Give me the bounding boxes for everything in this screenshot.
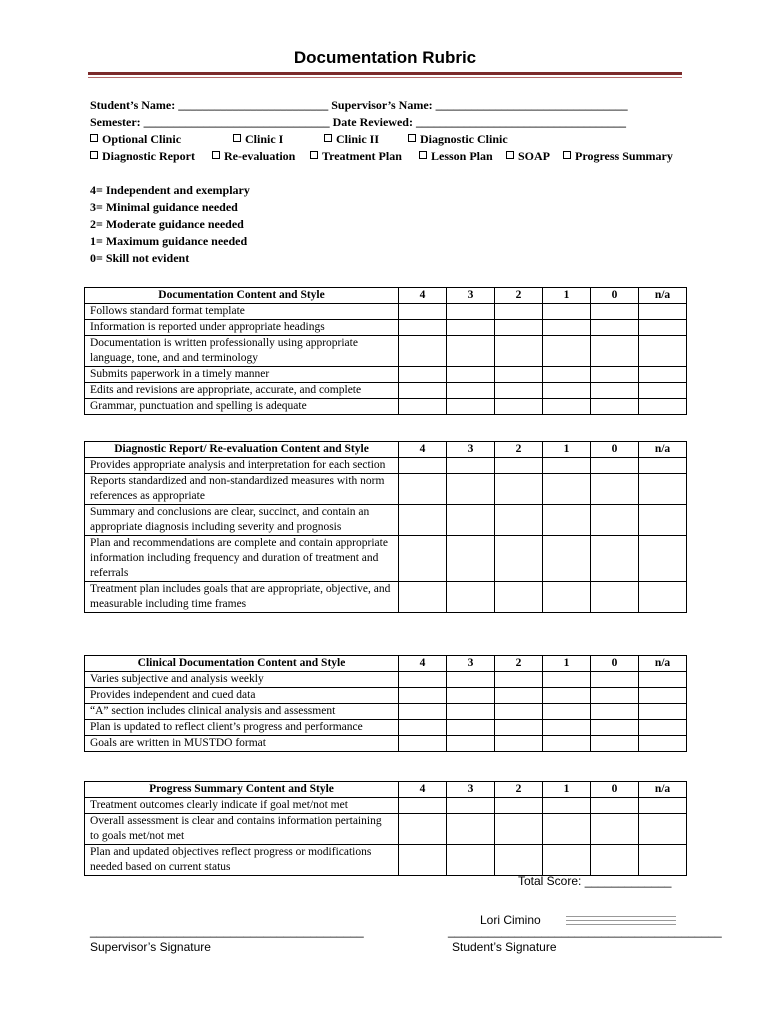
table-row bbox=[85, 399, 687, 415]
score-cell[interactable] bbox=[543, 582, 591, 613]
rubric-table-progress bbox=[84, 781, 687, 876]
table-row bbox=[85, 704, 687, 720]
checkbox-lesson-plan[interactable]: Lesson Plan bbox=[419, 149, 493, 164]
table-header-row bbox=[85, 288, 687, 304]
score-cell[interactable] bbox=[543, 688, 591, 704]
score-cell[interactable] bbox=[447, 688, 495, 704]
score-cell[interactable] bbox=[591, 720, 639, 736]
criterion-text: Plan and updated objectives reflect progress or modifications needed based on current status bbox=[85, 845, 399, 876]
score-cell[interactable] bbox=[639, 304, 687, 320]
criterion-text: Plan is updated to reflect client’s progress and performance bbox=[85, 720, 399, 736]
table-row bbox=[85, 383, 687, 399]
scale-item: 1= Maximum guidance needed bbox=[90, 234, 248, 248]
table-row bbox=[85, 505, 687, 536]
score-column-header: 1 bbox=[543, 288, 591, 304]
score-cell[interactable] bbox=[591, 367, 639, 383]
table-header-row bbox=[85, 442, 687, 458]
score-column-header: 2 bbox=[495, 656, 543, 672]
score-cell[interactable] bbox=[591, 736, 639, 752]
section-heading: Diagnostic Report/ Re-evaluation Content and Style bbox=[85, 442, 399, 458]
score-cell[interactable] bbox=[495, 720, 543, 736]
score-cell[interactable] bbox=[591, 536, 639, 582]
score-column-header: n/a bbox=[639, 442, 687, 458]
score-cell[interactable] bbox=[447, 845, 495, 876]
score-cell[interactable] bbox=[447, 704, 495, 720]
score-column-header: 4 bbox=[399, 656, 447, 672]
criterion-text: Overall assessment is clear and contains information pertaining to goals met/not met bbox=[85, 814, 399, 845]
score-cell[interactable] bbox=[447, 458, 495, 474]
table-row bbox=[85, 672, 687, 688]
score-cell[interactable] bbox=[495, 845, 543, 876]
page-title: Documentation Rubric bbox=[293, 48, 477, 67]
score-column-header: 2 bbox=[495, 782, 543, 798]
rating-scale bbox=[90, 182, 250, 267]
score-cell[interactable] bbox=[495, 367, 543, 383]
score-column-header: 0 bbox=[591, 782, 639, 798]
criterion-text: Follows standard format template bbox=[85, 304, 399, 320]
criterion-text: Varies subjective and analysis weekly bbox=[85, 672, 399, 688]
score-cell[interactable] bbox=[399, 399, 447, 415]
checkbox-treatment-plan[interactable]: Treatment Plan bbox=[310, 149, 402, 164]
criterion-text: Information is reported under appropriate headings bbox=[85, 320, 399, 336]
score-cell[interactable] bbox=[447, 304, 495, 320]
score-cell[interactable] bbox=[495, 704, 543, 720]
score-column-header: 3 bbox=[447, 656, 495, 672]
score-cell[interactable] bbox=[495, 304, 543, 320]
score-cell[interactable] bbox=[591, 814, 639, 845]
score-cell[interactable] bbox=[447, 798, 495, 814]
table-row bbox=[85, 367, 687, 383]
section-heading: Clinical Documentation Content and Style bbox=[85, 656, 399, 672]
score-column-header: 3 bbox=[447, 288, 495, 304]
table-header-row bbox=[85, 782, 687, 798]
table-row bbox=[85, 845, 687, 876]
score-cell[interactable] bbox=[495, 814, 543, 845]
score-cell[interactable] bbox=[495, 736, 543, 752]
criterion-text: Provides appropriate analysis and interpretation for each section bbox=[85, 458, 399, 474]
score-cell[interactable] bbox=[399, 704, 447, 720]
score-cell[interactable] bbox=[495, 458, 543, 474]
checkbox-re-evaluation[interactable]: Re-evaluation bbox=[212, 149, 295, 164]
table-row bbox=[85, 320, 687, 336]
table-row bbox=[85, 814, 687, 845]
score-cell[interactable] bbox=[495, 582, 543, 613]
score-column-header: 0 bbox=[591, 656, 639, 672]
score-cell[interactable] bbox=[543, 399, 591, 415]
score-cell[interactable] bbox=[591, 505, 639, 536]
score-cell[interactable] bbox=[399, 736, 447, 752]
score-column-header: 4 bbox=[399, 782, 447, 798]
total-score[interactable]: Total Score: _____________ bbox=[518, 874, 672, 888]
student-signature-line[interactable]: _________________________________________ bbox=[448, 924, 722, 938]
score-cell[interactable] bbox=[639, 336, 687, 367]
checkbox-diagnostic-report[interactable]: Diagnostic Report bbox=[90, 149, 195, 164]
header-line-names[interactable]: Student’s Name: _________________________ Supervisor’s Name: ________________________________ bbox=[90, 98, 628, 112]
score-cell[interactable] bbox=[447, 336, 495, 367]
score-cell[interactable] bbox=[543, 320, 591, 336]
score-cell[interactable] bbox=[399, 458, 447, 474]
checkbox-optional-clinic[interactable]: Optional Clinic bbox=[90, 132, 181, 147]
score-column-header: 3 bbox=[447, 442, 495, 458]
score-cell[interactable] bbox=[399, 304, 447, 320]
score-cell[interactable] bbox=[399, 320, 447, 336]
score-cell[interactable] bbox=[543, 736, 591, 752]
score-cell[interactable] bbox=[543, 536, 591, 582]
rubric-table-diagnostic bbox=[84, 441, 687, 613]
score-column-header: n/a bbox=[639, 656, 687, 672]
score-cell[interactable] bbox=[447, 320, 495, 336]
score-cell[interactable] bbox=[495, 336, 543, 367]
score-cell[interactable] bbox=[399, 505, 447, 536]
score-cell[interactable] bbox=[639, 720, 687, 736]
criterion-text: Submits paperwork in a timely manner bbox=[85, 367, 399, 383]
score-cell[interactable] bbox=[399, 720, 447, 736]
student-signed-name: Lori Cimino bbox=[480, 913, 541, 927]
score-cell[interactable] bbox=[591, 688, 639, 704]
score-cell[interactable] bbox=[447, 814, 495, 845]
score-cell[interactable] bbox=[639, 367, 687, 383]
criterion-text: Plan and recommendations are complete and contain appropriate information including frequency and duration of treatment and referrals bbox=[85, 536, 399, 582]
score-column-header: 0 bbox=[591, 442, 639, 458]
score-cell[interactable] bbox=[591, 304, 639, 320]
score-cell[interactable] bbox=[495, 320, 543, 336]
score-cell[interactable] bbox=[399, 814, 447, 845]
score-cell[interactable] bbox=[543, 672, 591, 688]
score-cell[interactable] bbox=[639, 474, 687, 505]
score-cell[interactable] bbox=[399, 688, 447, 704]
student-signature-label: Student’s Signature bbox=[452, 940, 557, 954]
score-cell[interactable] bbox=[591, 582, 639, 613]
table-row bbox=[85, 336, 687, 367]
criterion-text: Grammar, punctuation and spelling is adequate bbox=[85, 399, 399, 415]
score-cell[interactable] bbox=[399, 845, 447, 876]
checkbox-progress-summary[interactable]: Progress Summary bbox=[563, 149, 673, 164]
table-row bbox=[85, 720, 687, 736]
table-row bbox=[85, 474, 687, 505]
score-cell[interactable] bbox=[639, 505, 687, 536]
criterion-text: Goals are written in MUSTDO format bbox=[85, 736, 399, 752]
score-cell[interactable] bbox=[639, 399, 687, 415]
criterion-text: Edits and revisions are appropriate, accurate, and complete bbox=[85, 383, 399, 399]
scale-item: 4= Independent and exemplary bbox=[90, 183, 250, 197]
criterion-text: Reports standardized and non-standardized measures with norm references as appropriate bbox=[85, 474, 399, 505]
rubric-table-clinical bbox=[84, 655, 687, 752]
score-cell[interactable] bbox=[447, 672, 495, 688]
score-cell[interactable] bbox=[543, 367, 591, 383]
title-rule bbox=[88, 72, 682, 75]
score-cell[interactable] bbox=[495, 672, 543, 688]
score-column-header: 4 bbox=[399, 288, 447, 304]
score-cell[interactable] bbox=[495, 474, 543, 505]
checkbox-clinic-1[interactable]: Clinic I bbox=[233, 132, 283, 147]
table-row bbox=[85, 304, 687, 320]
section-heading: Documentation Content and Style bbox=[85, 288, 399, 304]
score-cell[interactable] bbox=[543, 704, 591, 720]
table-row bbox=[85, 798, 687, 814]
score-cell[interactable] bbox=[543, 720, 591, 736]
score-cell[interactable] bbox=[399, 367, 447, 383]
score-cell[interactable] bbox=[591, 399, 639, 415]
score-column-header: n/a bbox=[639, 288, 687, 304]
score-column-header: 1 bbox=[543, 656, 591, 672]
score-cell[interactable] bbox=[639, 814, 687, 845]
score-cell[interactable] bbox=[543, 845, 591, 876]
score-cell[interactable] bbox=[639, 845, 687, 876]
score-cell[interactable] bbox=[543, 814, 591, 845]
score-cell[interactable] bbox=[495, 536, 543, 582]
score-cell[interactable] bbox=[591, 383, 639, 399]
score-cell[interactable] bbox=[591, 320, 639, 336]
score-cell[interactable] bbox=[399, 582, 447, 613]
score-cell[interactable] bbox=[639, 688, 687, 704]
scale-item: 3= Minimal guidance needed bbox=[90, 200, 238, 214]
score-cell[interactable] bbox=[543, 505, 591, 536]
score-cell[interactable] bbox=[543, 304, 591, 320]
score-cell[interactable] bbox=[639, 383, 687, 399]
rubric-table-documentation bbox=[84, 287, 687, 415]
supervisor-signature-label: Supervisor’s Signature bbox=[90, 940, 211, 954]
score-cell[interactable] bbox=[639, 736, 687, 752]
score-cell[interactable] bbox=[399, 536, 447, 582]
score-cell[interactable] bbox=[447, 536, 495, 582]
score-cell[interactable] bbox=[447, 736, 495, 752]
criterion-text: Documentation is written professionally using appropriate language, tone, and and terminology bbox=[85, 336, 399, 367]
score-cell[interactable] bbox=[495, 798, 543, 814]
score-cell[interactable] bbox=[543, 383, 591, 399]
header-line-semester[interactable]: Semester: _______________________________ Date Reviewed: ___________________________________ bbox=[90, 115, 626, 129]
score-column-header: 2 bbox=[495, 442, 543, 458]
criterion-text: “A” section includes clinical analysis and assessment bbox=[85, 704, 399, 720]
score-cell[interactable] bbox=[447, 367, 495, 383]
score-cell[interactable] bbox=[543, 336, 591, 367]
score-cell[interactable] bbox=[399, 798, 447, 814]
score-cell[interactable] bbox=[399, 474, 447, 505]
score-cell[interactable] bbox=[399, 336, 447, 367]
score-cell[interactable] bbox=[591, 458, 639, 474]
score-cell[interactable] bbox=[639, 672, 687, 688]
score-cell[interactable] bbox=[591, 704, 639, 720]
score-column-header: 2 bbox=[495, 288, 543, 304]
score-cell[interactable] bbox=[591, 672, 639, 688]
table-row bbox=[85, 536, 687, 582]
score-cell[interactable] bbox=[447, 582, 495, 613]
section-heading: Progress Summary Content and Style bbox=[85, 782, 399, 798]
score-cell[interactable] bbox=[639, 704, 687, 720]
score-cell[interactable] bbox=[399, 383, 447, 399]
supervisor-signature-line[interactable]: _________________________________________ bbox=[90, 924, 364, 938]
criterion-text: Treatment outcomes clearly indicate if goal met/not met bbox=[85, 798, 399, 814]
score-cell[interactable] bbox=[591, 845, 639, 876]
score-cell[interactable] bbox=[495, 383, 543, 399]
score-cell[interactable] bbox=[399, 672, 447, 688]
score-cell[interactable] bbox=[639, 798, 687, 814]
score-cell[interactable] bbox=[591, 336, 639, 367]
score-column-header: n/a bbox=[639, 782, 687, 798]
score-cell[interactable] bbox=[591, 798, 639, 814]
score-cell[interactable] bbox=[639, 320, 687, 336]
score-cell[interactable] bbox=[543, 798, 591, 814]
score-column-header: 0 bbox=[591, 288, 639, 304]
title-rule-thin bbox=[88, 77, 682, 78]
criterion-text: Treatment plan includes goals that are appropriate, objective, and measurable including time frames bbox=[85, 582, 399, 613]
score-cell[interactable] bbox=[447, 720, 495, 736]
table-row bbox=[85, 458, 687, 474]
table-row bbox=[85, 688, 687, 704]
score-cell[interactable] bbox=[639, 458, 687, 474]
criterion-text: Summary and conclusions are clear, succinct, and contain an appropriate diagnosis including severity and prognosis bbox=[85, 505, 399, 536]
score-cell[interactable] bbox=[543, 474, 591, 505]
score-cell[interactable] bbox=[447, 505, 495, 536]
score-cell[interactable] bbox=[591, 474, 639, 505]
score-cell[interactable] bbox=[447, 399, 495, 415]
scale-item: 2= Moderate guidance needed bbox=[90, 217, 244, 231]
score-cell[interactable] bbox=[639, 582, 687, 613]
score-column-header: 1 bbox=[543, 782, 591, 798]
checkbox-diagnostic-clinic[interactable]: Diagnostic Clinic bbox=[408, 132, 508, 147]
checkbox-soap[interactable]: SOAP bbox=[506, 149, 550, 164]
table-header-row bbox=[85, 656, 687, 672]
score-cell[interactable] bbox=[447, 474, 495, 505]
score-cell[interactable] bbox=[495, 505, 543, 536]
scale-item: 0= Skill not evident bbox=[90, 251, 190, 265]
checkbox-clinic-2[interactable]: Clinic II bbox=[324, 132, 379, 147]
table-row bbox=[85, 582, 687, 613]
score-cell[interactable] bbox=[495, 399, 543, 415]
score-column-header: 3 bbox=[447, 782, 495, 798]
score-cell[interactable] bbox=[495, 688, 543, 704]
criterion-text: Provides independent and cued data bbox=[85, 688, 399, 704]
score-column-header: 4 bbox=[399, 442, 447, 458]
score-cell[interactable] bbox=[447, 383, 495, 399]
table-row bbox=[85, 736, 687, 752]
score-cell[interactable] bbox=[543, 458, 591, 474]
score-column-header: 1 bbox=[543, 442, 591, 458]
score-cell[interactable] bbox=[639, 536, 687, 582]
